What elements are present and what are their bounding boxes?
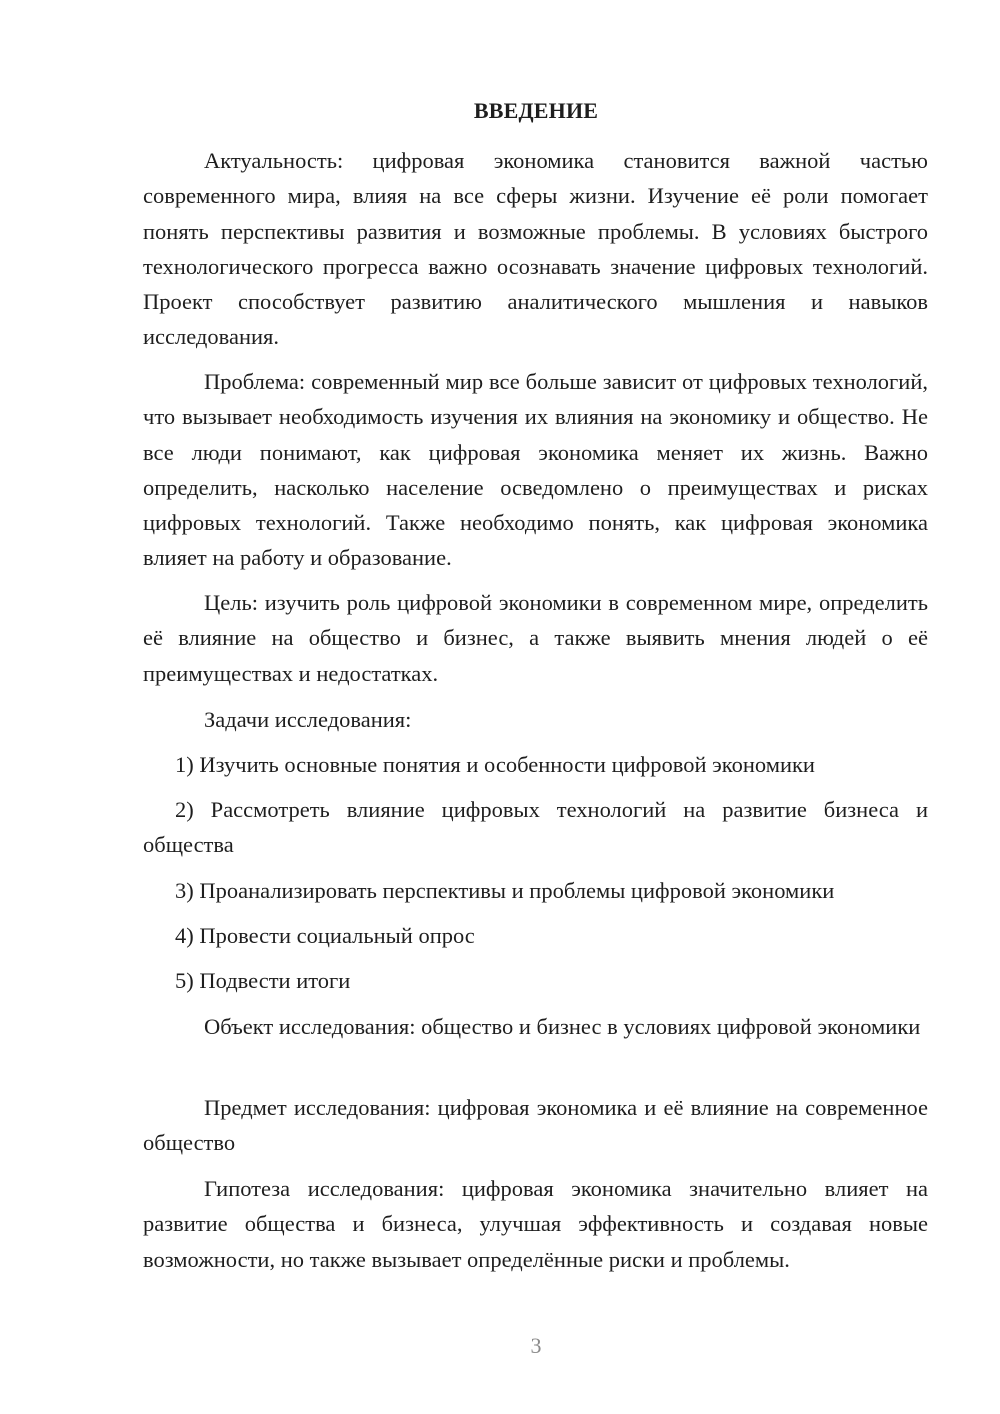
- task-item-2: 2) Рассмотреть влияние цифровых технологий на развитие бизнеса и общества: [143, 797, 928, 858]
- subject-paragraph: Предмет исследования: цифровая экономика и её влияние на современное общество: [143, 1095, 928, 1156]
- task-item-1: 1) Изучить основные понятия и особенности цифровой экономики: [175, 752, 815, 777]
- goal-paragraph: Цель: изучить роль цифровой экономики в современном мире, определить её влияние на общество и бизнес, а также выявить мнения людей о её преимуществах и недостатках.: [143, 590, 928, 686]
- tasks-heading: Задачи исследования:: [204, 707, 412, 732]
- relevance-paragraph: Актуальность: цифровая экономика становится важной частью современного мира, влияя на все сферы жизни. Изучение её роли помогает понять перспективы развития и возможные проблемы. В условиях быстрого технологического прогресса важно осознавать значение цифровых технологий. Проект способствует развитию аналитического мышления и навыков исследования.: [143, 148, 928, 350]
- page-number: 3: [530, 1333, 542, 1358]
- problem-paragraph: Проблема: современный мир все больше зависит от цифровых технологий, что вызывает необходимость изучения их влияния на экономику и общество. Не все люди понимают, как цифровая экономика меняет их жизнь. Важно определить, насколько население осведомлено о преимуществах и рисках цифровых технологий. Также необходимо понять, как цифровая экономика влияет на работу и образование.: [143, 369, 928, 571]
- task-item-5: 5) Подвести итоги: [175, 968, 351, 993]
- task-item-4: 4) Провести социальный опрос: [175, 923, 475, 948]
- task-item-3: 3) Проанализировать перспективы и проблемы цифровой экономики: [175, 878, 835, 903]
- hypothesis-paragraph: Гипотеза исследования: цифровая экономика значительно влияет на развитие общества и бизнеса, улучшая эффективность и создавая новые возможности, но также вызывает определённые риски и проблемы.: [143, 1176, 928, 1272]
- object-paragraph: Объект исследования: общество и бизнес в условиях цифровой экономики: [204, 1014, 921, 1039]
- page-title: ВВЕДЕНИЕ: [473, 98, 599, 123]
